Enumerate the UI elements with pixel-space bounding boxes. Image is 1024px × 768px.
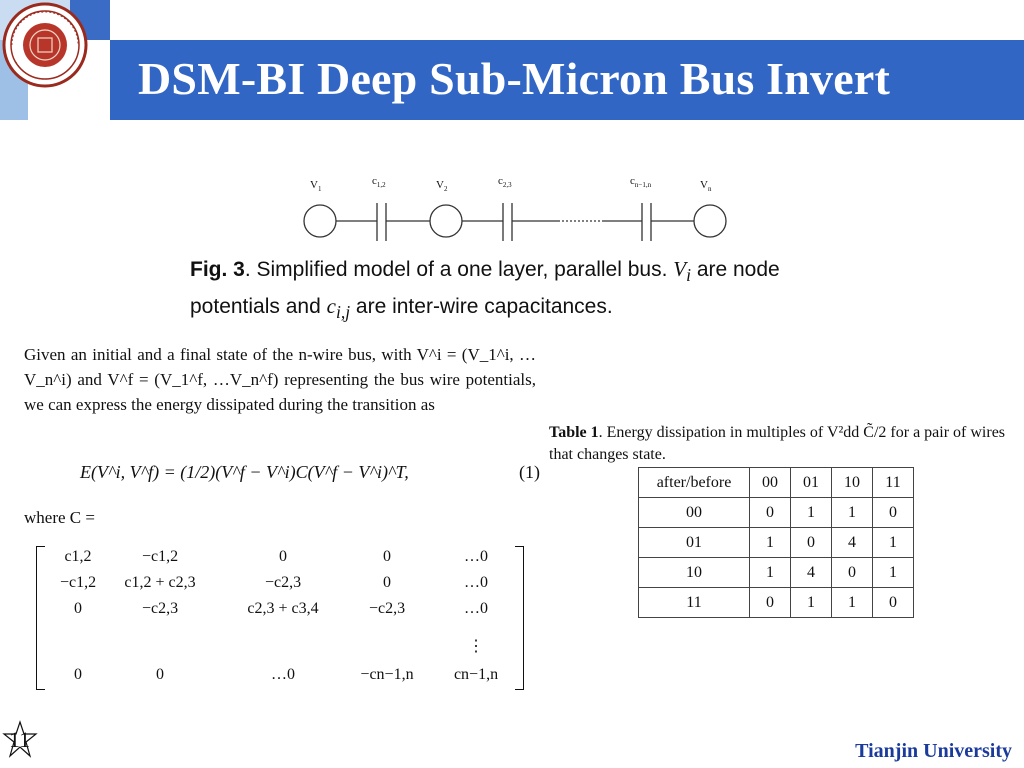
matrix-left-bracket xyxy=(36,546,45,690)
label-cn: $c_{n-1,n}$ xyxy=(630,175,652,189)
table-row xyxy=(639,528,914,558)
figure-caption xyxy=(190,254,870,328)
label-vn: $V_n$ xyxy=(700,179,712,193)
label-v2: $V_2$ xyxy=(436,179,448,193)
table-header-cell: 10 xyxy=(832,468,873,498)
matrix-cell: −c2,3 xyxy=(141,600,179,617)
matrix-cell: cn−1,n xyxy=(453,666,499,683)
table-cell: 0 xyxy=(750,498,791,528)
table-caption xyxy=(549,422,1011,466)
equation-text: E(V^i, V^f) = (1/2)(V^f − V^i)C(V^f − V^i)^T, xyxy=(80,462,409,482)
matrix-cell: 0 xyxy=(74,666,82,683)
node-vn xyxy=(694,205,726,237)
matrix-cell: −c2,3 xyxy=(368,600,406,617)
matrix-cell: 0 xyxy=(156,666,164,683)
table-cell: 0 xyxy=(873,498,914,528)
matrix-cell: ⋮ xyxy=(468,638,484,655)
caption-text-2: are node potentials and xyxy=(190,258,780,319)
energy-equation xyxy=(80,462,540,483)
table-cell: 4 xyxy=(832,528,873,558)
body-paragraph: Given an initial and a final state of the n-wire bus, with V^i = (V_1^i, …V_n^i) and V^f = (V_1^f, …V_n^f) representing the bus wire potentials, we can express the energy dissipated during the transition as xyxy=(24,345,536,414)
slide-title: DSM-BI Deep Sub-Micron Bus Invert xyxy=(138,53,891,104)
matrix-cell: −c1,2 xyxy=(59,574,97,591)
matrix-cell: …0 xyxy=(464,600,488,617)
where-clause: where C = xyxy=(24,508,95,527)
matrix-right-bracket xyxy=(515,546,524,690)
equation-number: (1) xyxy=(519,462,540,482)
caption-label: Fig. 3 xyxy=(190,258,245,281)
university-seal-logo xyxy=(2,2,88,88)
label-v1: $V_1$ xyxy=(310,179,322,193)
table-cell: 1 xyxy=(873,558,914,588)
table-header-cell: after/before xyxy=(639,468,750,498)
capacitance-matrix xyxy=(30,546,526,690)
matrix-cell: 0 xyxy=(383,574,391,591)
table-cell: 0 xyxy=(832,558,873,588)
node-v2 xyxy=(430,205,462,237)
table-header-cell: 11 xyxy=(873,468,914,498)
table-row xyxy=(639,558,914,588)
table-row xyxy=(639,498,914,528)
table-cell: 10 xyxy=(639,558,750,588)
page-number: 11 xyxy=(9,727,31,752)
matrix-cell: c2,3 + c3,4 xyxy=(247,600,319,617)
table-cell: 0 xyxy=(750,588,791,618)
matrix-cell: …0 xyxy=(271,666,295,683)
table-cell: 1 xyxy=(873,528,914,558)
footer-university: Tianjin University xyxy=(855,740,1012,762)
caption-var-v: $V_i$ xyxy=(673,257,691,286)
matrix-cell: 0 xyxy=(279,548,287,565)
table-cell: 1 xyxy=(750,558,791,588)
table-caption-label: Table 1 xyxy=(549,424,599,441)
table-cell: 11 xyxy=(639,588,750,618)
table-caption-text: . Energy dissipation in multiples of V²dd C̃/2 for a pair of wires that changes state. xyxy=(549,424,1006,463)
table-cell: 01 xyxy=(639,528,750,558)
matrix-cell: −c1,2 xyxy=(141,548,179,565)
label-c23: $c_{2,3}$ xyxy=(498,175,512,189)
table-cell: 1 xyxy=(750,528,791,558)
matrix-cell: c1,2 xyxy=(64,548,92,565)
bus-model-figure xyxy=(290,168,750,248)
table-cell: 1 xyxy=(832,588,873,618)
energy-dissipation-table xyxy=(638,467,914,618)
table-header-cell: 00 xyxy=(750,468,791,498)
caption-text-1: . Simplified model of a one layer, parallel bus. xyxy=(244,258,668,281)
table-header-row xyxy=(639,468,914,498)
matrix-cell: c1,2 + c2,3 xyxy=(124,574,196,591)
node-v1 xyxy=(304,205,336,237)
table-cell: 1 xyxy=(791,588,832,618)
table-row xyxy=(639,588,914,618)
matrix-cell: −cn−1,n xyxy=(360,666,414,683)
label-c12: $c_{1,2}$ xyxy=(372,175,386,189)
table-cell: 0 xyxy=(791,528,832,558)
table-cell: 1 xyxy=(791,498,832,528)
matrix-cell: 0 xyxy=(383,548,391,565)
table-cell: 0 xyxy=(873,588,914,618)
table-cell: 4 xyxy=(791,558,832,588)
caption-text-3: are inter-wire capacitances. xyxy=(355,295,613,319)
caption-var-c: $c_{i,j}$ xyxy=(326,294,351,323)
table-cell: 1 xyxy=(832,498,873,528)
matrix-cell: …0 xyxy=(464,548,488,565)
matrix-cell: …0 xyxy=(464,574,488,591)
table-cell: 00 xyxy=(639,498,750,528)
table-header-cell: 01 xyxy=(791,468,832,498)
matrix-cell: 0 xyxy=(74,600,82,617)
matrix-cell: −c2,3 xyxy=(264,574,302,591)
